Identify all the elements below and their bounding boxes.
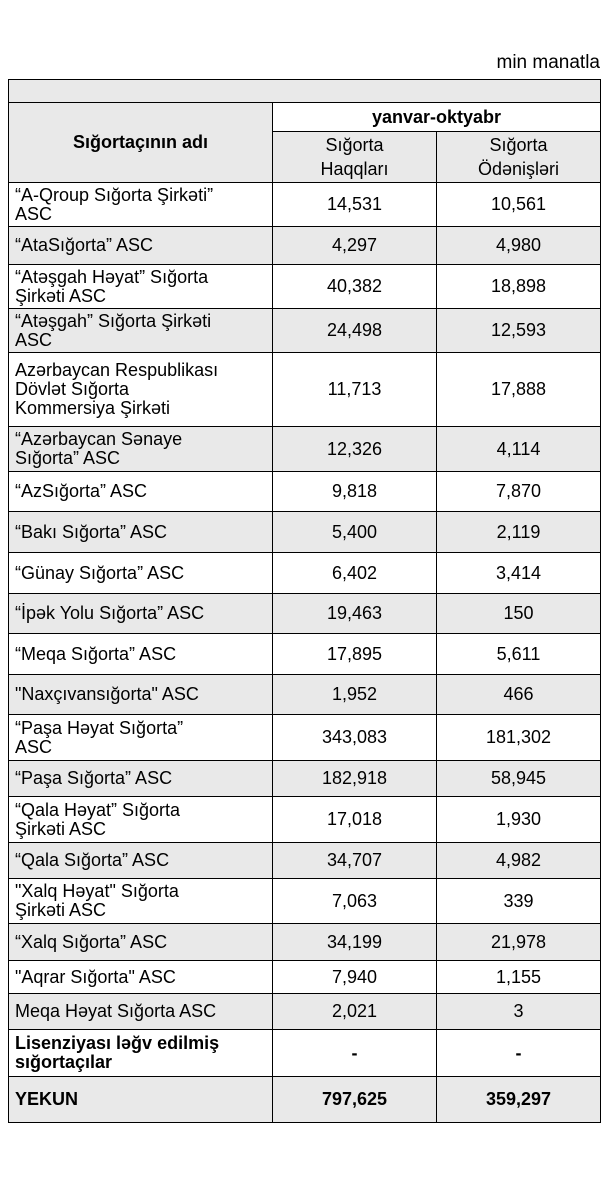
premiums-cell: 34,707 xyxy=(273,843,437,879)
premiums-cell: 19,463 xyxy=(273,594,437,634)
insurer-name-cell: “Qala Həyat” Sığorta Şirkəti ASC xyxy=(9,797,273,843)
payments-cell: 4,982 xyxy=(437,843,601,879)
premiums-cell: 14,531 xyxy=(273,183,437,227)
table-body xyxy=(9,183,601,1123)
table-row xyxy=(9,309,601,353)
premiums-cell: 1,952 xyxy=(273,675,437,715)
payments-cell: 4,980 xyxy=(437,227,601,265)
insurer-name-cell: “A-Qroup Sığorta Şirkəti” ASC xyxy=(9,183,273,227)
insurer-name-cell: “Xalq Sığorta” ASC xyxy=(9,924,273,961)
insurer-name-cell: “Paşa Həyat Sığorta” ASC xyxy=(9,715,273,761)
payments-cell: 17,888 xyxy=(437,353,601,427)
payments-header-text: Sığorta Ödənişləri xyxy=(477,135,560,179)
table-row xyxy=(9,553,601,594)
top-band-cell xyxy=(9,80,601,103)
premiums-cell: 24,498 xyxy=(273,309,437,353)
payments-cell: 18,898 xyxy=(437,265,601,309)
payments-cell: 339 xyxy=(437,879,601,924)
premiums-cell: 4,297 xyxy=(273,227,437,265)
table-row xyxy=(9,797,601,843)
payments-cell: 1,930 xyxy=(437,797,601,843)
table-row xyxy=(9,427,601,472)
unit-label: min manatla xyxy=(496,52,600,73)
premiums-cell: 6,402 xyxy=(273,553,437,594)
payments-cell: 21,978 xyxy=(437,924,601,961)
insurer-name-cell: “Qala Sığorta” ASC xyxy=(9,843,273,879)
insurer-name-cell: Azərbaycan Respublikası Dövlət Sığorta Kommersiya Şirkəti xyxy=(9,353,273,427)
insurer-name-cell: “Bakı Sığorta” ASC xyxy=(9,512,273,553)
insurer-name-cell: “AzSığorta” ASC xyxy=(9,472,273,512)
premiums-cell: 2,021 xyxy=(273,994,437,1030)
column-header-name: Sığortaçının adı xyxy=(9,103,273,183)
payments-cell: 4,114 xyxy=(437,427,601,472)
table-row xyxy=(9,227,601,265)
payments-cell: 181,302 xyxy=(437,715,601,761)
table-row xyxy=(9,1077,601,1123)
payments-cell: - xyxy=(437,1030,601,1077)
insurer-name-cell: "Aqrar Sığorta" ASC xyxy=(9,961,273,994)
premiums-header-text: Sığorta Haqqları xyxy=(320,135,389,179)
premiums-cell: 797,625 xyxy=(273,1077,437,1123)
column-header-payments xyxy=(437,132,601,183)
insurer-name-cell: “İpək Yolu Sığorta” ASC xyxy=(9,594,273,634)
premiums-cell: 5,400 xyxy=(273,512,437,553)
insurer-name-cell: “Paşa Sığorta” ASC xyxy=(9,761,273,797)
payments-cell: 2,119 xyxy=(437,512,601,553)
payments-cell: 1,155 xyxy=(437,961,601,994)
table-row xyxy=(9,1030,601,1077)
premiums-cell: 9,818 xyxy=(273,472,437,512)
table-row xyxy=(9,961,601,994)
table-row xyxy=(9,634,601,675)
insurer-name-cell: “AtaSığorta” ASC xyxy=(9,227,273,265)
insurer-name-cell: “Günay Sığorta” ASC xyxy=(9,553,273,594)
premiums-cell: 343,083 xyxy=(273,715,437,761)
payments-cell: 12,593 xyxy=(437,309,601,353)
table-row xyxy=(9,472,601,512)
payments-cell: 150 xyxy=(437,594,601,634)
table-top-band xyxy=(9,80,601,103)
premiums-cell: 7,940 xyxy=(273,961,437,994)
table-row xyxy=(9,265,601,309)
table-row xyxy=(9,594,601,634)
insurer-name-cell: YEKUN xyxy=(9,1077,273,1123)
table-row xyxy=(9,879,601,924)
premiums-cell: 40,382 xyxy=(273,265,437,309)
table-row xyxy=(9,512,601,553)
table-row xyxy=(9,675,601,715)
premiums-cell: 182,918 xyxy=(273,761,437,797)
insurer-name-cell: “Atəşgah” Sığorta Şirkəti ASC xyxy=(9,309,273,353)
payments-cell: 5,611 xyxy=(437,634,601,675)
table-row xyxy=(9,715,601,761)
premiums-cell: 17,018 xyxy=(273,797,437,843)
insurer-name-cell: “Azərbaycan Sənaye Sığorta” ASC xyxy=(9,427,273,472)
premiums-cell: - xyxy=(273,1030,437,1077)
premiums-cell: 34,199 xyxy=(273,924,437,961)
payments-cell: 359,297 xyxy=(437,1077,601,1123)
insurer-name-cell: "Naxçıvansığorta" ASC xyxy=(9,675,273,715)
table-row xyxy=(9,843,601,879)
payments-cell: 466 xyxy=(437,675,601,715)
table-row xyxy=(9,924,601,961)
header-row-period xyxy=(9,103,601,132)
payments-cell: 7,870 xyxy=(437,472,601,512)
premiums-cell: 7,063 xyxy=(273,879,437,924)
premiums-cell: 12,326 xyxy=(273,427,437,472)
payments-cell: 3,414 xyxy=(437,553,601,594)
insurer-name-cell: “Atəşgah Həyat” Sığorta Şirkəti ASC xyxy=(9,265,273,309)
column-header-period: yanvar-oktyabr xyxy=(273,103,601,132)
insurer-name-cell: "Xalq Həyat" Sığorta Şirkəti ASC xyxy=(9,879,273,924)
premiums-cell: 17,895 xyxy=(273,634,437,675)
table-row xyxy=(9,183,601,227)
table-row xyxy=(9,353,601,427)
insurer-name-cell: “Meqa Sığorta” ASC xyxy=(9,634,273,675)
insurer-name-cell: Meqa Həyat Sığorta ASC xyxy=(9,994,273,1030)
payments-cell: 58,945 xyxy=(437,761,601,797)
insurance-table xyxy=(8,79,601,1123)
column-header-premiums xyxy=(273,132,437,183)
payments-cell: 10,561 xyxy=(437,183,601,227)
insurer-name-cell: Lisenziyası ləğv edilmiş sığortaçılar xyxy=(9,1030,273,1077)
table-row xyxy=(9,994,601,1030)
premiums-cell: 11,713 xyxy=(273,353,437,427)
payments-cell: 3 xyxy=(437,994,601,1030)
table-row xyxy=(9,761,601,797)
